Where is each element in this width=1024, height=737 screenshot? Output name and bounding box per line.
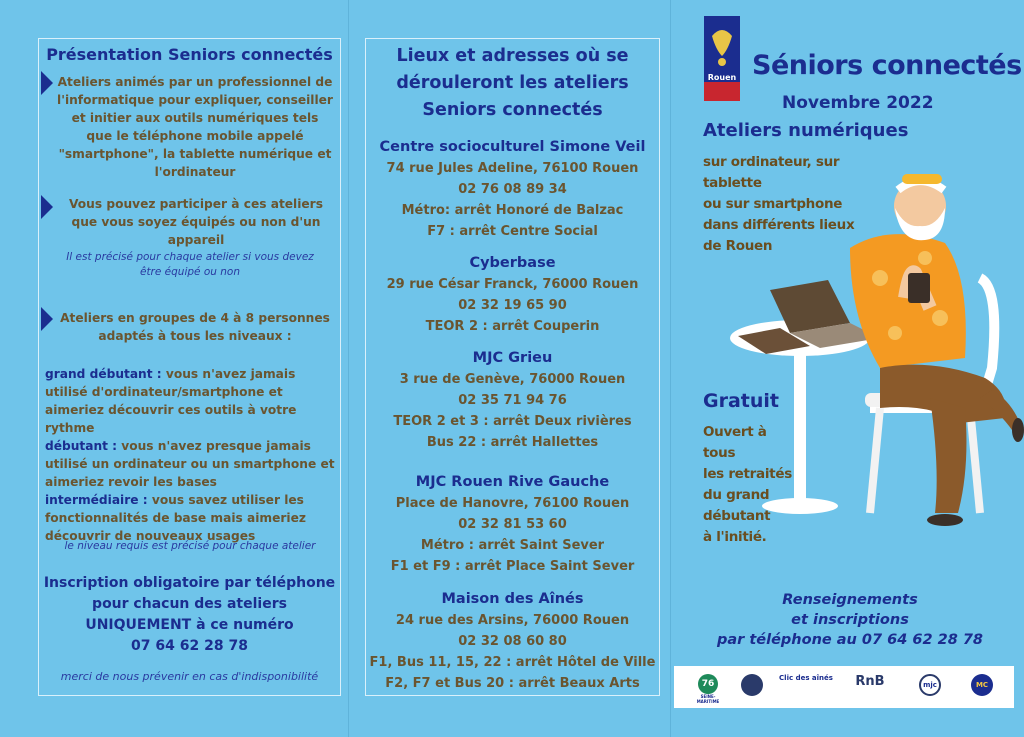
mc-logo: MC (970, 674, 994, 696)
location-line: Place de Hanovre, 76100 Rouen (395, 496, 630, 511)
location-line: F1 et F9 : arrêt Place Saint Sever (390, 559, 635, 574)
location-line: 3 rue de Genève, 76000 Rouen (399, 372, 626, 387)
contact-info (700, 590, 1000, 650)
partner-logo-circle (740, 674, 764, 696)
level-keyword: débutant : (45, 439, 118, 453)
location-line: F2, F7 et Bus 20 : arrêt Beaux Arts (385, 676, 640, 691)
presentation-panel (38, 38, 341, 696)
location-phone: 02 32 08 60 80 (458, 634, 567, 649)
bullet-arrow-icon (41, 195, 53, 219)
bullet-arrow-icon (41, 71, 53, 95)
fold-line-right (670, 0, 671, 737)
location-mjc-grieu (366, 348, 659, 453)
location-phone: 02 35 71 94 76 (458, 393, 567, 408)
locations-title: Lieux et adresses où se dérouleront les ateliers Seniors connectés (396, 46, 629, 120)
location-line: TEOR 2 : arrêt Couperin (425, 319, 600, 334)
subtitle-line: de Rouen (703, 238, 773, 254)
location-name: Cyberbase (469, 255, 556, 271)
location-line: 74 rue Jules Adeline, 76100 Rouen (386, 161, 639, 176)
location-line: TEOR 2 et 3 : arrêt Deux rivières (393, 414, 632, 429)
presentation-para-3: Ateliers en groupes de 4 à 8 personnes adaptés à tous les niveaux : (60, 311, 330, 343)
rnb-logo: RnB (855, 674, 885, 689)
month-label: Novembre 2022 (782, 93, 934, 113)
level-text: vous n'avez presque jamais utilisé un ordinateur ou un smartphone et aimeriez revoir les bases (45, 439, 335, 489)
location-maison-aines (366, 589, 659, 694)
location-line: 24 rue des Arsins, 76000 Rouen (395, 613, 630, 628)
subtitle-line: sur ordinateur, sur tablette (703, 154, 840, 191)
equipment-note: Il est précisé pour chaque atelier si vous devez être équipé ou non (66, 251, 314, 278)
workshops-heading: Ateliers numériques (703, 120, 909, 141)
levels-list (45, 365, 337, 545)
location-line: Métro : arrêt Saint Sever (420, 538, 605, 553)
open-line: du grand (703, 487, 770, 503)
inscription-block (39, 573, 340, 657)
seine-maritime-logo: 76 SEINE-MARITIME (690, 674, 726, 704)
bullet-arrow-icon (41, 307, 53, 331)
contact-phone: par téléphone au 07 64 62 28 78 (716, 632, 984, 648)
mjc-logo: mjc (918, 674, 942, 696)
location-name: Maison des Aînés (441, 591, 584, 607)
level-text: vous savez utiliser les fonctionnalités de base mais aimeriez découvrir de nouveaux usages (45, 493, 306, 543)
rouen-logo-text: Rouen (707, 73, 737, 82)
open-to-all-text (703, 422, 803, 548)
level-keyword: grand débutant : (45, 367, 162, 381)
contact-line: Renseignements (782, 592, 918, 608)
presentation-title: Présentation Seniors connectés (46, 45, 333, 64)
subtitle-line: ou sur smartphone (703, 196, 843, 212)
open-line: à l'initié. (703, 529, 767, 545)
location-cyberbase (366, 253, 659, 337)
presentation-para-2: Vous pouvez participer à ces ateliers que vous soyez équipés ou non d'un appareil (69, 197, 323, 247)
open-line: débutant (703, 508, 771, 524)
contact-line: et inscriptions (791, 612, 909, 628)
inscription-text: Inscription obligatoire par téléphone pour chacun des ateliers UNIQUEMENT à ce numéro (43, 575, 336, 633)
level-text: vous n'avez jamais utilisé d'ordinateur/smartphone et aimeriez découvrir ces outils à votre rythme (45, 367, 297, 435)
brand-title: Séniors connectés (752, 50, 1022, 81)
rouen-logo (704, 16, 740, 101)
location-line: 29 rue César Franck, 76000 Rouen (386, 277, 639, 292)
fold-line-left (348, 0, 349, 737)
clic-des-aines-logo: Clic des aînés (779, 674, 833, 682)
location-name: MJC Rouen Rive Gauche (415, 474, 610, 490)
inscription-phone: 07 64 62 28 78 (131, 638, 248, 654)
location-line: Bus 22 : arrêt Hallettes (426, 435, 599, 450)
location-phone: 02 32 81 53 60 (458, 517, 567, 532)
locations-panel (365, 38, 660, 696)
open-line: les retraités (703, 466, 792, 482)
level-keyword: intermédiaire : (45, 493, 148, 507)
location-name: MJC Grieu (472, 350, 553, 366)
availability-note: merci de nous prévenir en cas d'indisponibilité (60, 670, 319, 683)
location-name: Centre socioculturel Simone Veil (379, 139, 646, 155)
location-line: Métro: arrêt Honoré de Balzac (401, 203, 624, 218)
subtitle-line: dans différents lieux (703, 217, 855, 233)
location-mjc-rive-gauche (366, 472, 659, 577)
level-note: le niveau requis est précisé pour chaque atelier (64, 540, 316, 552)
presentation-para-1: Ateliers animés par un professionnel de l'informatique pour expliquer, conseiller et initier aux outils numériques tels que le téléphone mobile appelé "smartphone", la tablette numérique et l'ordinateur (57, 75, 333, 179)
location-simone-veil (366, 137, 659, 242)
free-label: Gratuit (703, 390, 779, 412)
location-phone: 02 32 19 65 90 (458, 298, 567, 313)
location-phone: 02 76 08 89 34 (458, 182, 567, 197)
location-line: F7 : arrêt Centre Social (427, 224, 598, 239)
open-line: Ouvert à tous (703, 424, 767, 461)
location-line: F1, Bus 11, 15, 22 : arrêt Hôtel de Ville (369, 655, 656, 670)
